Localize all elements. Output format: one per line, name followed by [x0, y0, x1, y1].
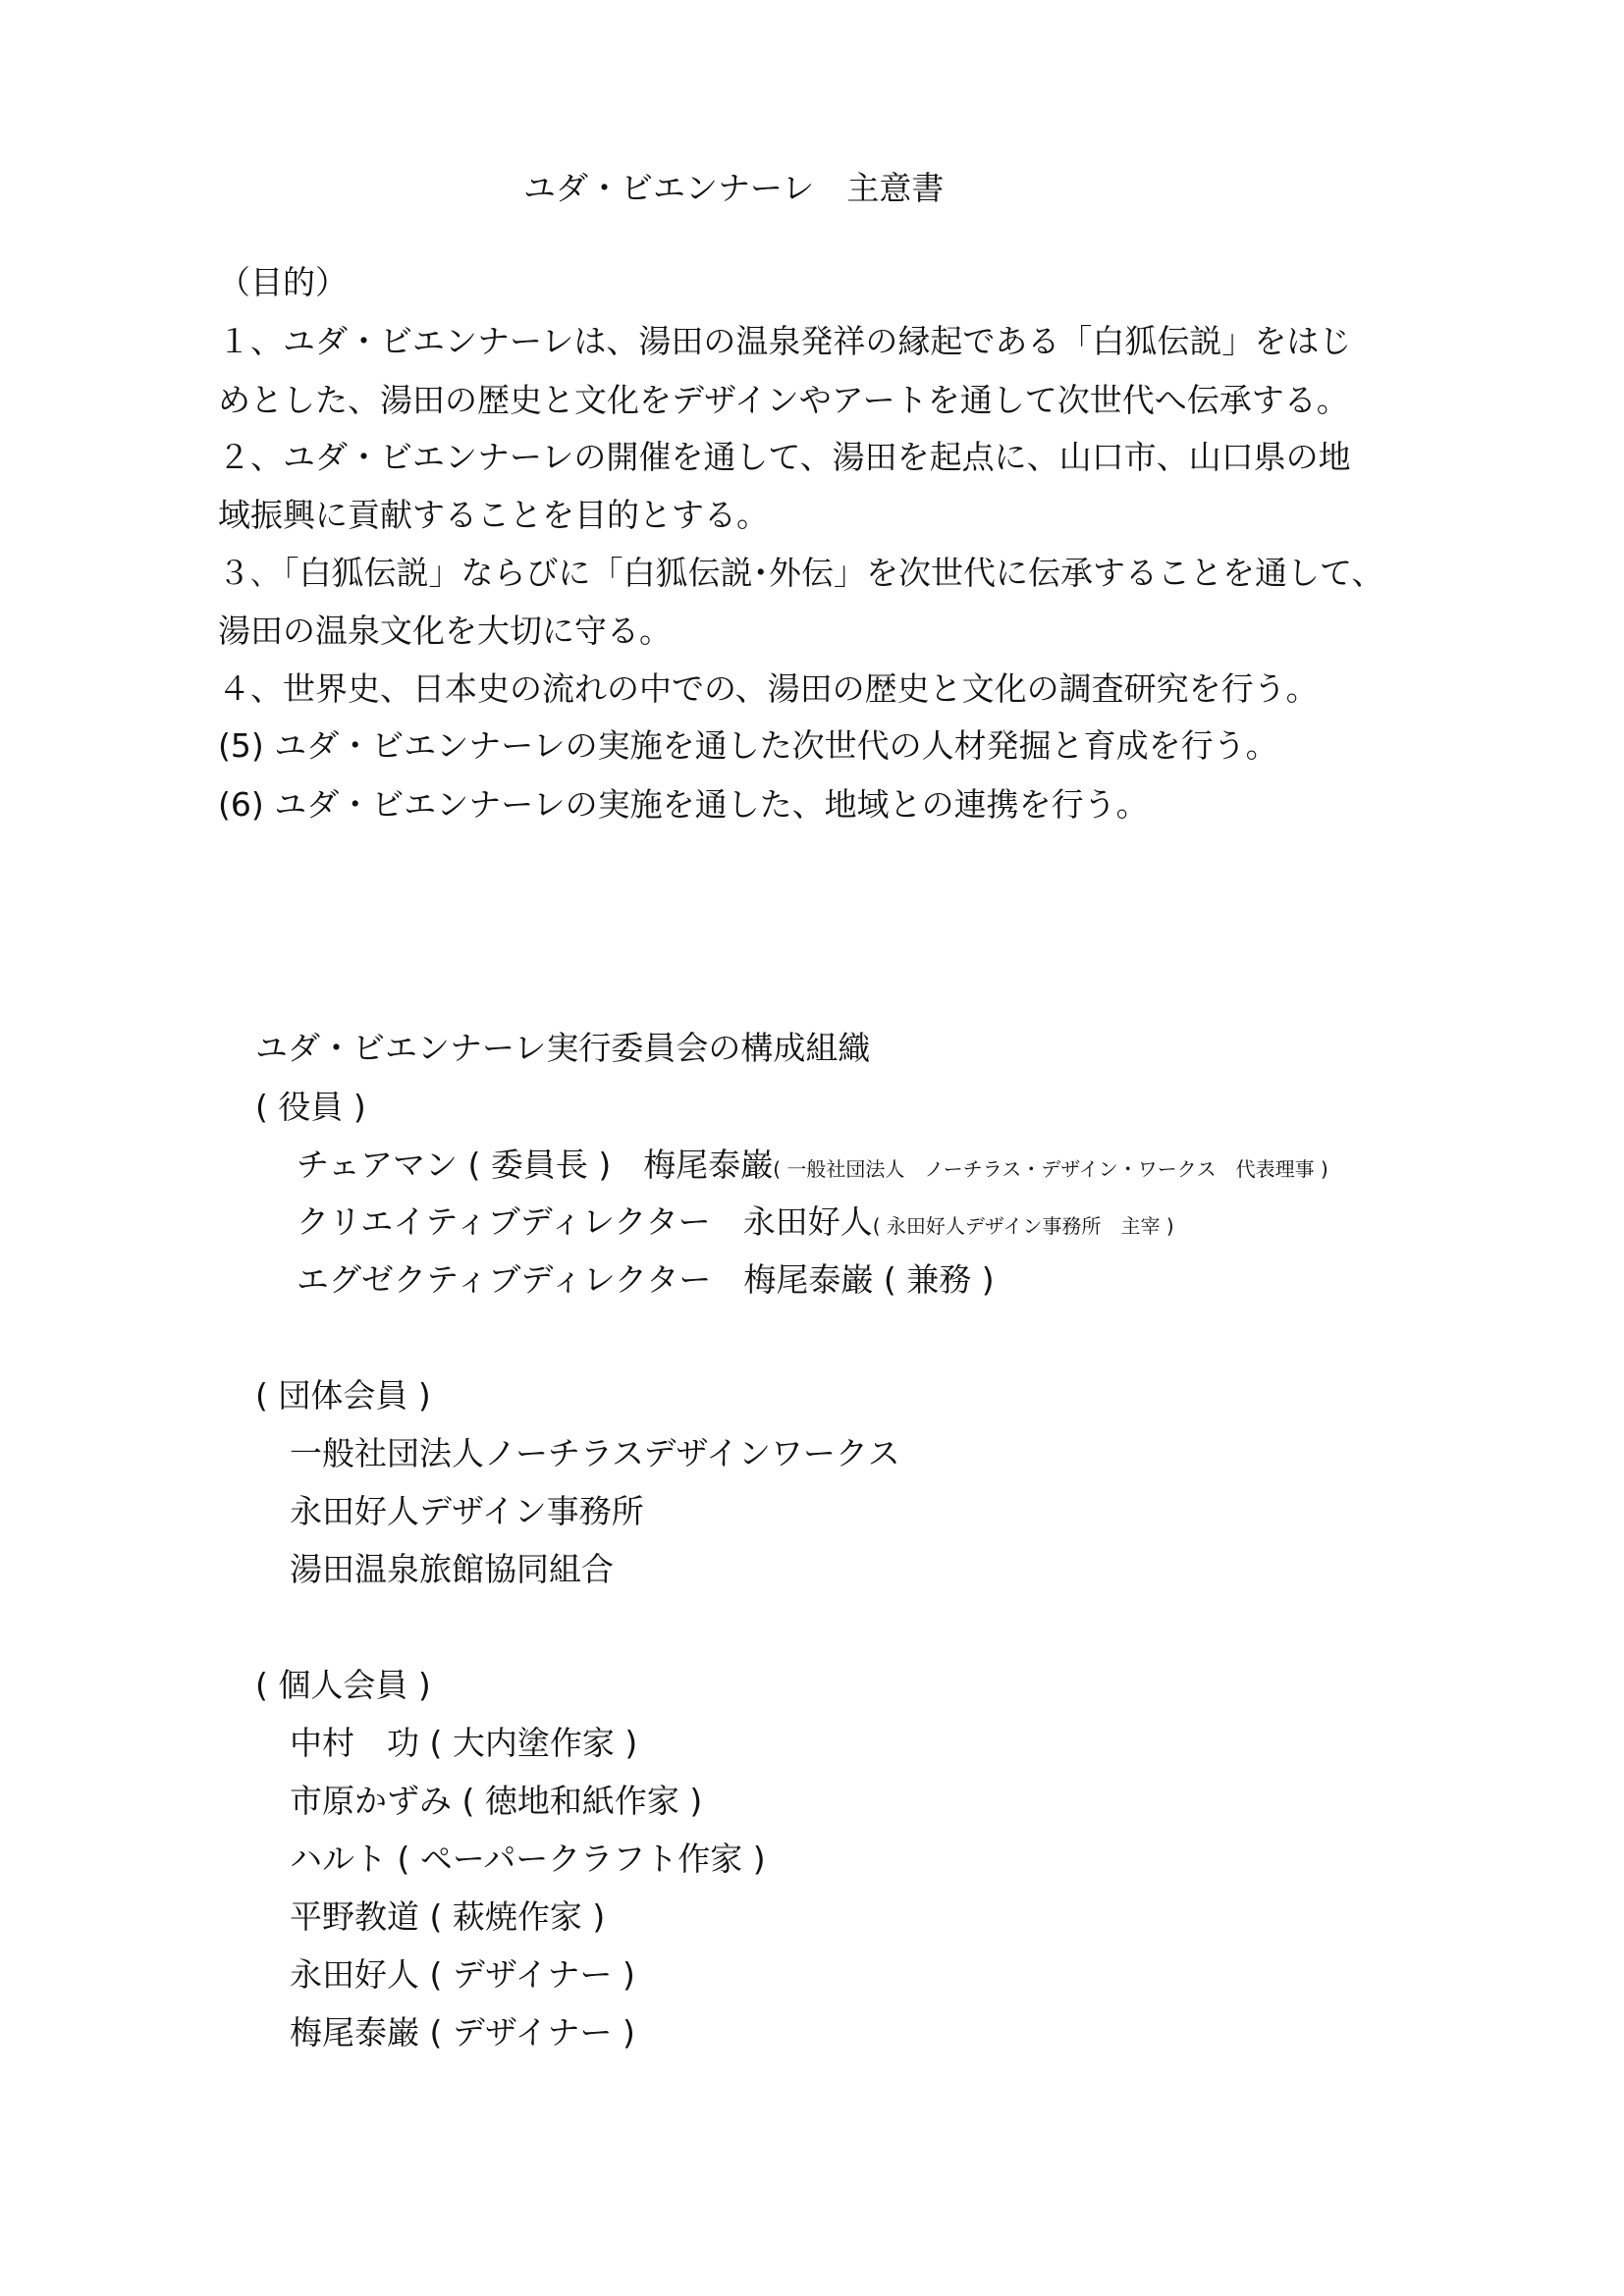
officer-entry [297, 1202, 1174, 1246]
group-members-heading: ( 団体会員 ) [255, 1376, 431, 1415]
purpose-line: １、ユダ・ビエンナーレは、湯田の温泉発祥の縁起である「白狐伝説」をはじ [218, 322, 1352, 360]
purpose-line: (5) ユダ・ビエンナーレの実施を通した次世代の人材発掘と育成を行う。 [218, 726, 1278, 765]
purpose-line: (6) ユダ・ビエンナーレの実施を通した、地域との連携を行う。 [218, 785, 1149, 824]
group-member: 永田好人デザイン事務所 [290, 1492, 644, 1530]
purpose-line: ４、世界史、日本史の流れの中での、湯田の歴史と文化の調査研究を行う。 [218, 669, 1319, 708]
individual-member: 中村 功 ( 大内塗作家 ) [290, 1724, 638, 1762]
officer-note: ( 永田好人デザイン事務所 主宰 ) [872, 1214, 1174, 1238]
officers-heading: ( 役員 ) [255, 1088, 366, 1126]
purpose-line: 湯田の温泉文化を大切に守る。 [218, 612, 672, 650]
group-member: 湯田温泉旅館協同組合 [290, 1550, 614, 1588]
individual-member: ハルト ( ペーパークラフト作家 ) [290, 1840, 766, 1878]
individual-members-heading: ( 個人会員 ) [255, 1666, 431, 1704]
organization-heading: ユダ・ビエンナーレ実行委員会の構成組織 [255, 1029, 871, 1067]
purpose-line: 域振興に貢献することを目的とする。 [218, 496, 769, 534]
officer-entry [297, 1146, 1328, 1189]
officer-entry [297, 1260, 995, 1304]
individual-member: 梅尾泰巌 ( デザイナー ) [290, 2013, 635, 2052]
document-title: ユダ・ビエンナーレ 主意書 [523, 169, 945, 207]
officer-note: ( 一般社団法人 ノーチラス・デザイン・ワークス 代表理事 ) [773, 1157, 1328, 1181]
purpose-line: めとした、湯田の歴史と文化をデザインやアートを通して次世代へ伝承する。 [218, 381, 1349, 419]
group-member: 一般社団法人ノーチラスデザインワークス [290, 1434, 900, 1472]
officer-role-name: クリエイティブディレクター 永田好人 [297, 1202, 873, 1241]
officer-role-name: チェアマン ( 委員長 ) 梅尾泰巌 [297, 1146, 774, 1184]
officer-role-name: エグゼクティブディレクター 梅尾泰巌 ( 兼務 ) [297, 1260, 995, 1299]
purpose-line: ２、ユダ・ビエンナーレの開催を通して、湯田を起点に、山口市、山口県の地 [218, 438, 1351, 476]
individual-member: 永田好人 ( デザイナー ) [290, 1955, 635, 1994]
individual-member: 市原かずみ ( 徳地和紙作家 ) [290, 1782, 703, 1820]
purpose-line: ３､「白狐伝説」ならびに「白狐伝説･外伝」を次世代に伝承することを通して、 [218, 554, 1384, 592]
individual-member: 平野教道 ( 萩焼作家 ) [290, 1897, 606, 1936]
purpose-heading: （目的） [218, 263, 348, 301]
